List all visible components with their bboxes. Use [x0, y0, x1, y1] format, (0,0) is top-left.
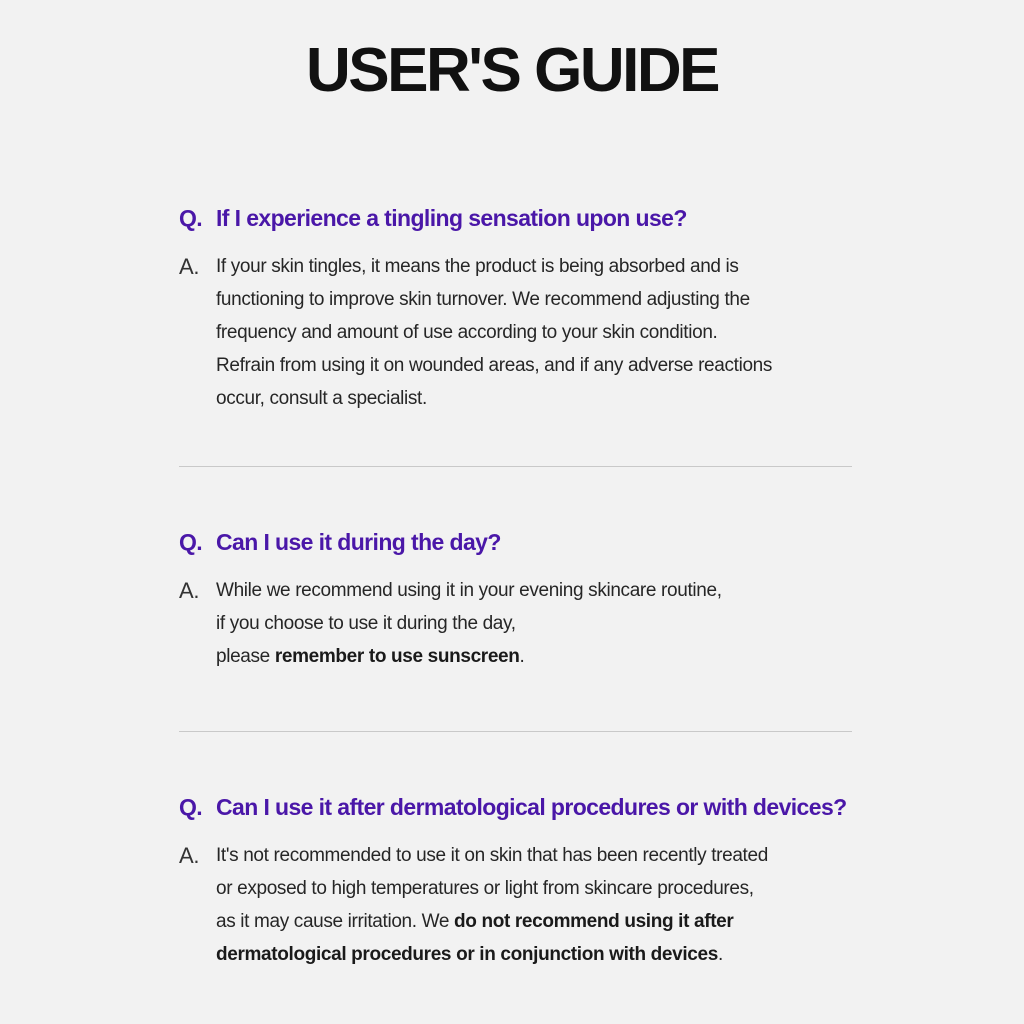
section-divider — [179, 466, 852, 467]
answer-line: If your skin tingles, it means the product is being absorbed and is — [216, 256, 739, 277]
question-row — [179, 792, 879, 822]
question-marker: Q. — [179, 794, 203, 820]
question-row — [179, 527, 879, 557]
faq-item-daytime-use — [179, 527, 879, 673]
answer-text-segment: . — [717, 944, 723, 965]
page-title: USER'S GUIDE — [306, 36, 718, 105]
answer-text — [216, 574, 879, 673]
question-row — [179, 203, 879, 233]
answer-text — [216, 839, 879, 971]
answer-row — [179, 839, 879, 971]
answer-line — [216, 640, 879, 673]
answer-line: While we recommend using it in your evening skincare routine, — [216, 580, 722, 601]
answer-row — [179, 250, 879, 415]
answer-line: or exposed to high temperatures or light from skincare procedures, — [216, 878, 754, 899]
answer-emphasis: remember to use sunscreen — [274, 646, 520, 667]
answer-emphasis: do not recommend using it after — [454, 911, 734, 932]
answer-line: Refrain from using it on wounded areas, and if any adverse reactions — [216, 355, 773, 376]
answer-marker: A. — [179, 578, 200, 603]
answer-marker: A. — [179, 843, 200, 868]
answer-line: It's not recommended to use it on skin that has been recently treated — [216, 845, 768, 866]
answer-line — [216, 905, 879, 938]
question-text: Can I use it after dermatological procedures or with devices? — [216, 794, 847, 820]
answer-line: occur, consult a specialist. — [216, 388, 427, 409]
answer-marker: A. — [179, 254, 200, 279]
answer-text-segment: . — [519, 646, 525, 667]
answer-text-segment: please — [216, 646, 275, 667]
faq-item-procedures-devices — [179, 792, 879, 971]
answer-line: functioning to improve skin turnover. We recommend adjusting the — [216, 289, 750, 310]
answer-text — [216, 250, 879, 415]
section-divider — [179, 731, 852, 732]
question-marker: Q. — [179, 529, 203, 555]
answer-row — [179, 574, 879, 673]
faq-item-tingling — [179, 203, 879, 415]
answer-line — [216, 938, 879, 971]
question-text: Can I use it during the day? — [216, 529, 501, 555]
answer-line: frequency and amount of use according to your skin condition. — [216, 322, 718, 343]
question-marker: Q. — [179, 205, 203, 231]
answer-text-segment: as it may cause irritation. We — [216, 911, 454, 932]
answer-emphasis: dermatological procedures or in conjunction with devices — [216, 944, 718, 965]
question-text: If I experience a tingling sensation upon use? — [216, 205, 687, 231]
answer-line: if you choose to use it during the day, — [216, 613, 516, 634]
